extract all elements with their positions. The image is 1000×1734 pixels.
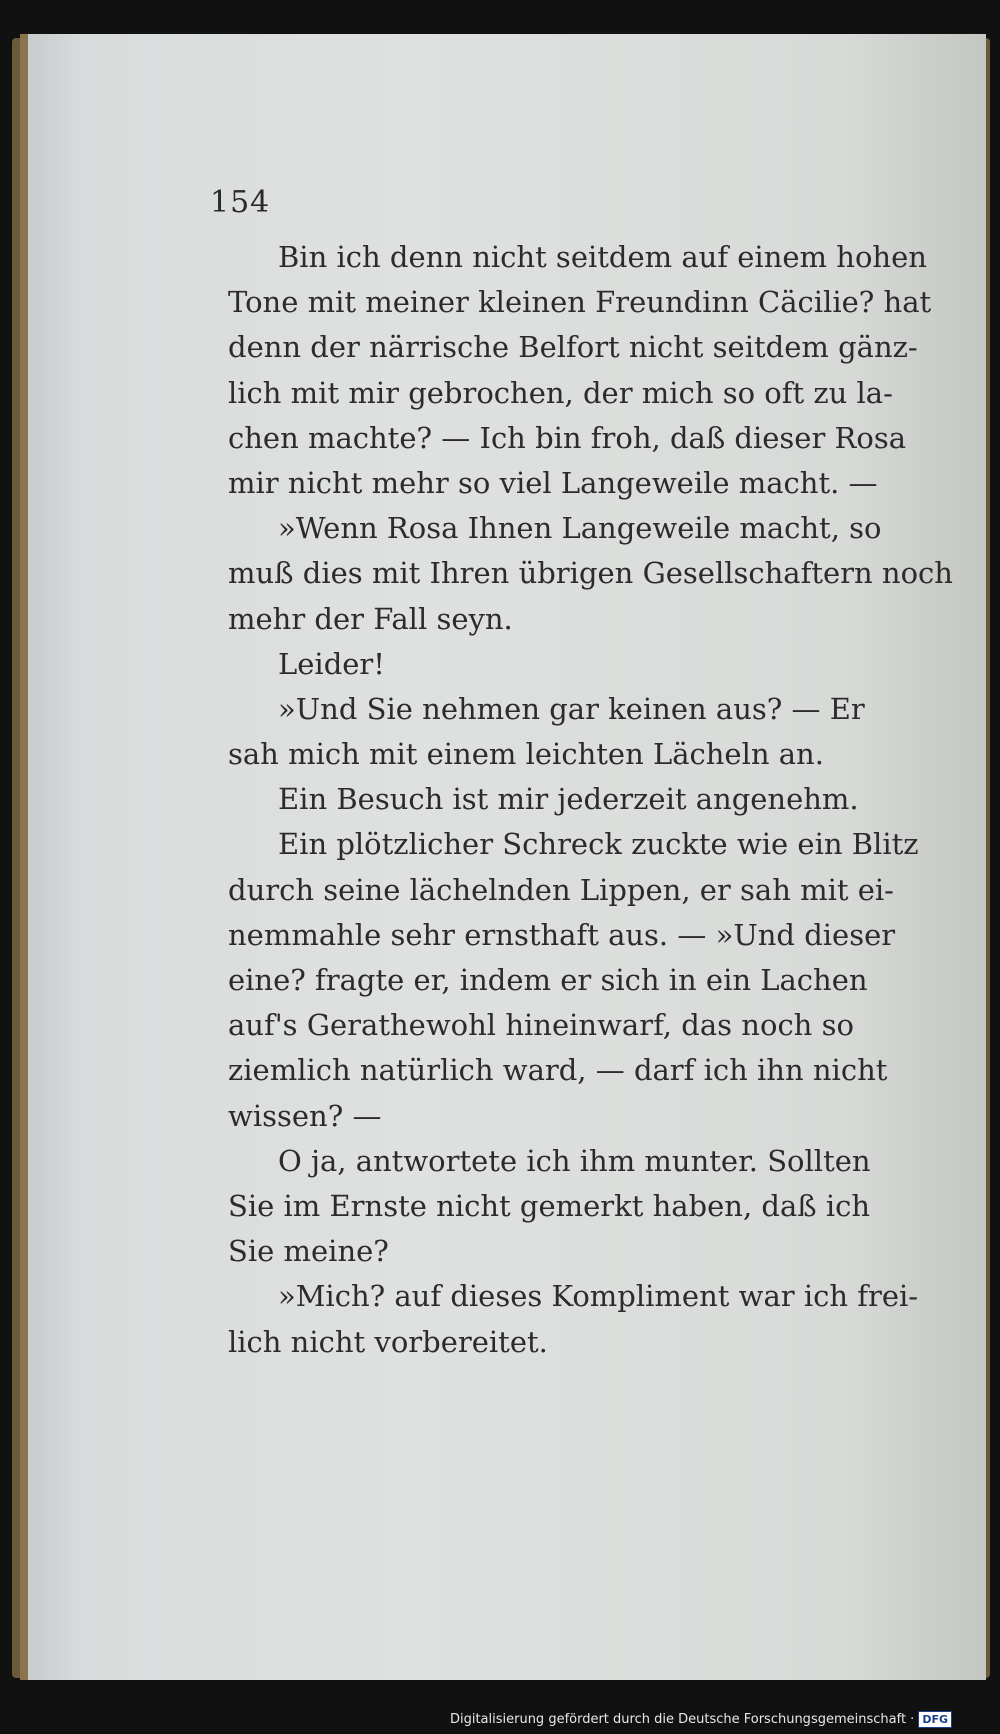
- text-line: eine? fragte er, indem er sich in ein Lachen: [228, 963, 868, 997]
- text-line: wissen? —: [228, 1098, 382, 1133]
- text-line: lich mit mir gebrochen, der mich so oft zu la-: [228, 375, 893, 410]
- text-line: »Mich? auf dieses Kompliment war ich frei-: [278, 1279, 919, 1314]
- text-line: auf's Gerathewohl hineinwarf, das noch so: [228, 1008, 854, 1043]
- text-line: mir nicht mehr so viel Langeweile macht. —: [228, 465, 878, 500]
- text-line: lich nicht vorbereitet.: [228, 1324, 548, 1359]
- text-line: Sie im Ernste nicht gemerkt haben, daß ich: [228, 1188, 871, 1223]
- text-line: durch seine lächelnden Lippen, er sah mit ei-: [228, 872, 894, 907]
- text-line: »Wenn Rosa Ihnen Langeweile macht, so: [278, 511, 882, 546]
- text-line: Sie meine?: [228, 1234, 389, 1269]
- text-line: »Und Sie nehmen gar keinen aus? — Er: [278, 691, 865, 726]
- text-line: Ein plötzlicher Schreck zuckte wie ein Blitz: [278, 827, 919, 862]
- page-number: 154: [210, 185, 271, 220]
- text-line: chen machte? — Ich bin froh, daß dieser Rosa: [228, 420, 907, 455]
- digitization-credit: [450, 1711, 952, 1728]
- text-line: Tone mit meiner kleinen Freundinn Cäcilie? hat: [228, 285, 932, 320]
- text-line: muß dies mit Ihren übrigen Gesellschaftern noch: [228, 556, 953, 591]
- text-line: Bin ich denn nicht seitdem auf einem hohen: [278, 240, 927, 274]
- text-line: sah mich mit einem leichten Lächeln an.: [228, 737, 824, 772]
- text-line: mehr der Fall seyn.: [228, 601, 513, 636]
- text-line: denn der närrische Belfort nicht seitdem gänz-: [228, 330, 918, 365]
- text-line: ziemlich natürlich ward, — darf ich ihn nicht: [228, 1053, 888, 1088]
- text-line: Ein Besuch ist mir jederzeit angenehm.: [278, 782, 859, 817]
- text-line: Leider!: [278, 646, 385, 681]
- text-line: nemmahle sehr ernsthaft aus. — »Und dieser: [228, 917, 896, 952]
- page-text: [228, 235, 953, 1365]
- text-line: O ja, antwortete ich ihm munter. Sollten: [278, 1143, 871, 1178]
- dfg-logo: DFG: [918, 1711, 952, 1728]
- credit-text: Digitalisierung gefördert durch die Deutsche Forschungsgemeinschaft ·: [449, 1712, 915, 1727]
